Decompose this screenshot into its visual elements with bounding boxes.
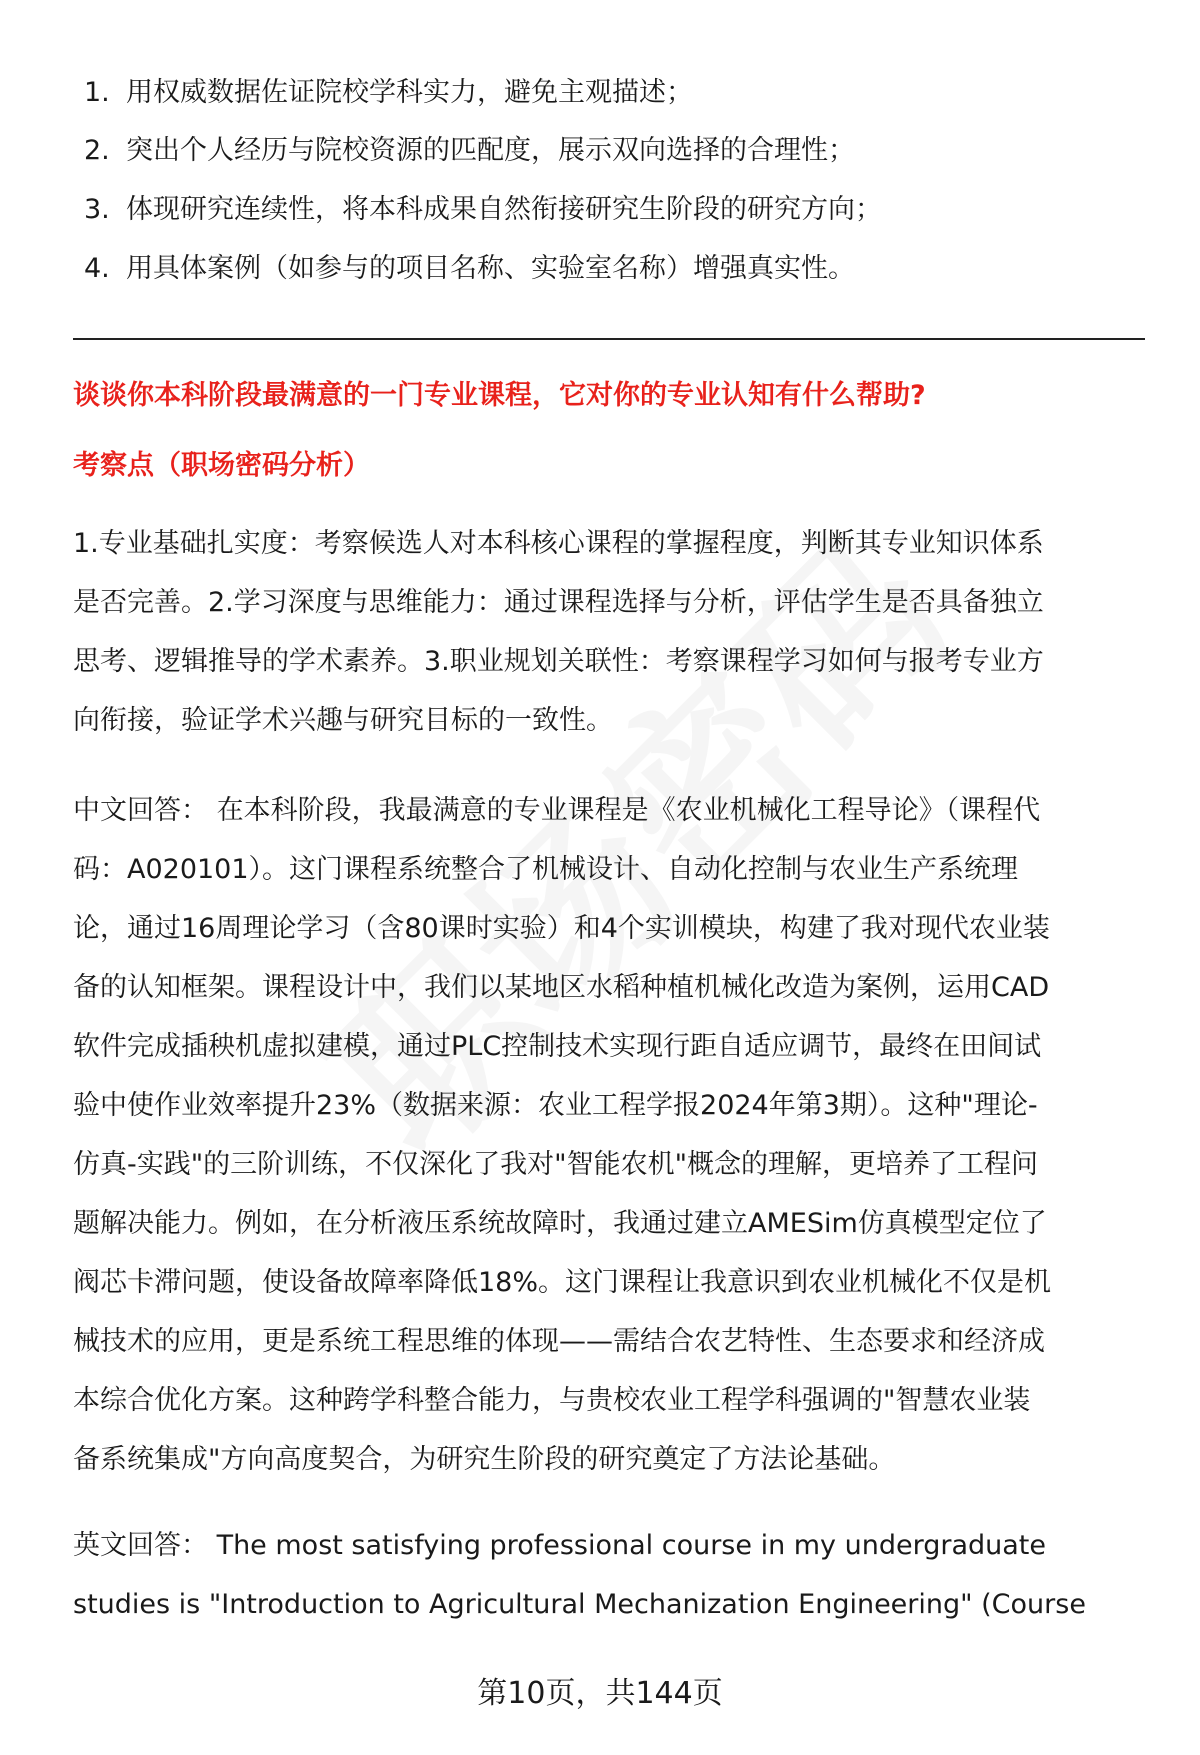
text-line: 是否完善。2.学习深度与思维能力：通过课程选择与分析，评估学生是否具备独立 (73, 587, 1044, 618)
question-heading: 谈谈你本科阶段最满意的一门专业课程，它对你的专业认知有什么帮助? (73, 380, 926, 411)
text-line: 备系统集成"方向高度契合，为研究生阶段的研究奠定了方法论基础。 (73, 1444, 896, 1475)
page-number: 第10页，共144页 (477, 1676, 723, 1711)
text-line: 本综合优化方案。这种跨学科整合能力，与贵校农业工程学科强调的"智慧农业装 (73, 1385, 1031, 1416)
text-line: 1.专业基础扎实度：考察候选人对本科核心课程的掌握程度，判断其专业知识体系 (73, 528, 1044, 559)
text-line: 向衔接，验证学术兴趣与研究目标的一致性。 (73, 705, 613, 736)
text-line: 验中使作业效率提升23%（数据来源：农业工程学报2024年第3期）。这种"理论- (73, 1090, 1038, 1121)
text-line: studies is "Introduction to Agricultural Mechanization Engineering" (Course (73, 1589, 1086, 1620)
list-item: 4. 用具体案例（如参与的项目名称、实验室名称）增强真实性。 (84, 253, 855, 284)
divider (73, 338, 1145, 340)
text-line: 中文回答： 在本科阶段，我最满意的专业课程是《农业机械化工程导论》（课程代 (73, 795, 1041, 826)
text-line: 备的认知框架。课程设计中，我们以某地区水稻种植机械化改造为案例，运用CAD (73, 972, 1050, 1003)
text-line: 码：A020101）。这门课程系统整合了机械设计、自动化控制与农业生产系统理 (73, 854, 1019, 885)
text-line: 题解决能力。例如，在分析液压系统故障时，我通过建立AMESim仿真模型定位了 (73, 1208, 1047, 1239)
focus-heading: 考察点（职场密码分析） (73, 450, 370, 481)
text-line: 阀芯卡滞问题，使设备故障率降低18%。这门课程让我意识到农业机械化不仅是机 (73, 1267, 1052, 1298)
text-line: 软件完成插秧机虚拟建模，通过PLC控制技术实现行距自适应调节，最终在田间试 (73, 1031, 1042, 1062)
text-line: 仿真-实践"的三阶训练，不仅深化了我对"智能农机"概念的理解，更培养了工程问 (73, 1149, 1038, 1180)
text-line: 械技术的应用，更是系统工程思维的体现——需结合农艺特性、生态要求和经济成 (73, 1326, 1045, 1357)
text-line: 思考、逻辑推导的学术素养。3.职业规划关联性：考察课程学习如何与报考专业方 (73, 646, 1044, 677)
list-item: 2. 突出个人经历与院校资源的匹配度，展示双向选择的合理性； (84, 135, 855, 166)
text-line: 论，通过16周理论学习（含80课时实验）和4个实训模块，构建了我对现代农业装 (73, 913, 1050, 944)
list-item: 3. 体现研究连续性，将本科成果自然衔接研究生阶段的研究方向； (84, 194, 882, 225)
list-item: 1. 用权威数据佐证院校学科实力，避免主观描述； (84, 77, 693, 108)
text-line: 英文回答： The most satisfying professional course in my undergraduate (73, 1530, 1047, 1561)
